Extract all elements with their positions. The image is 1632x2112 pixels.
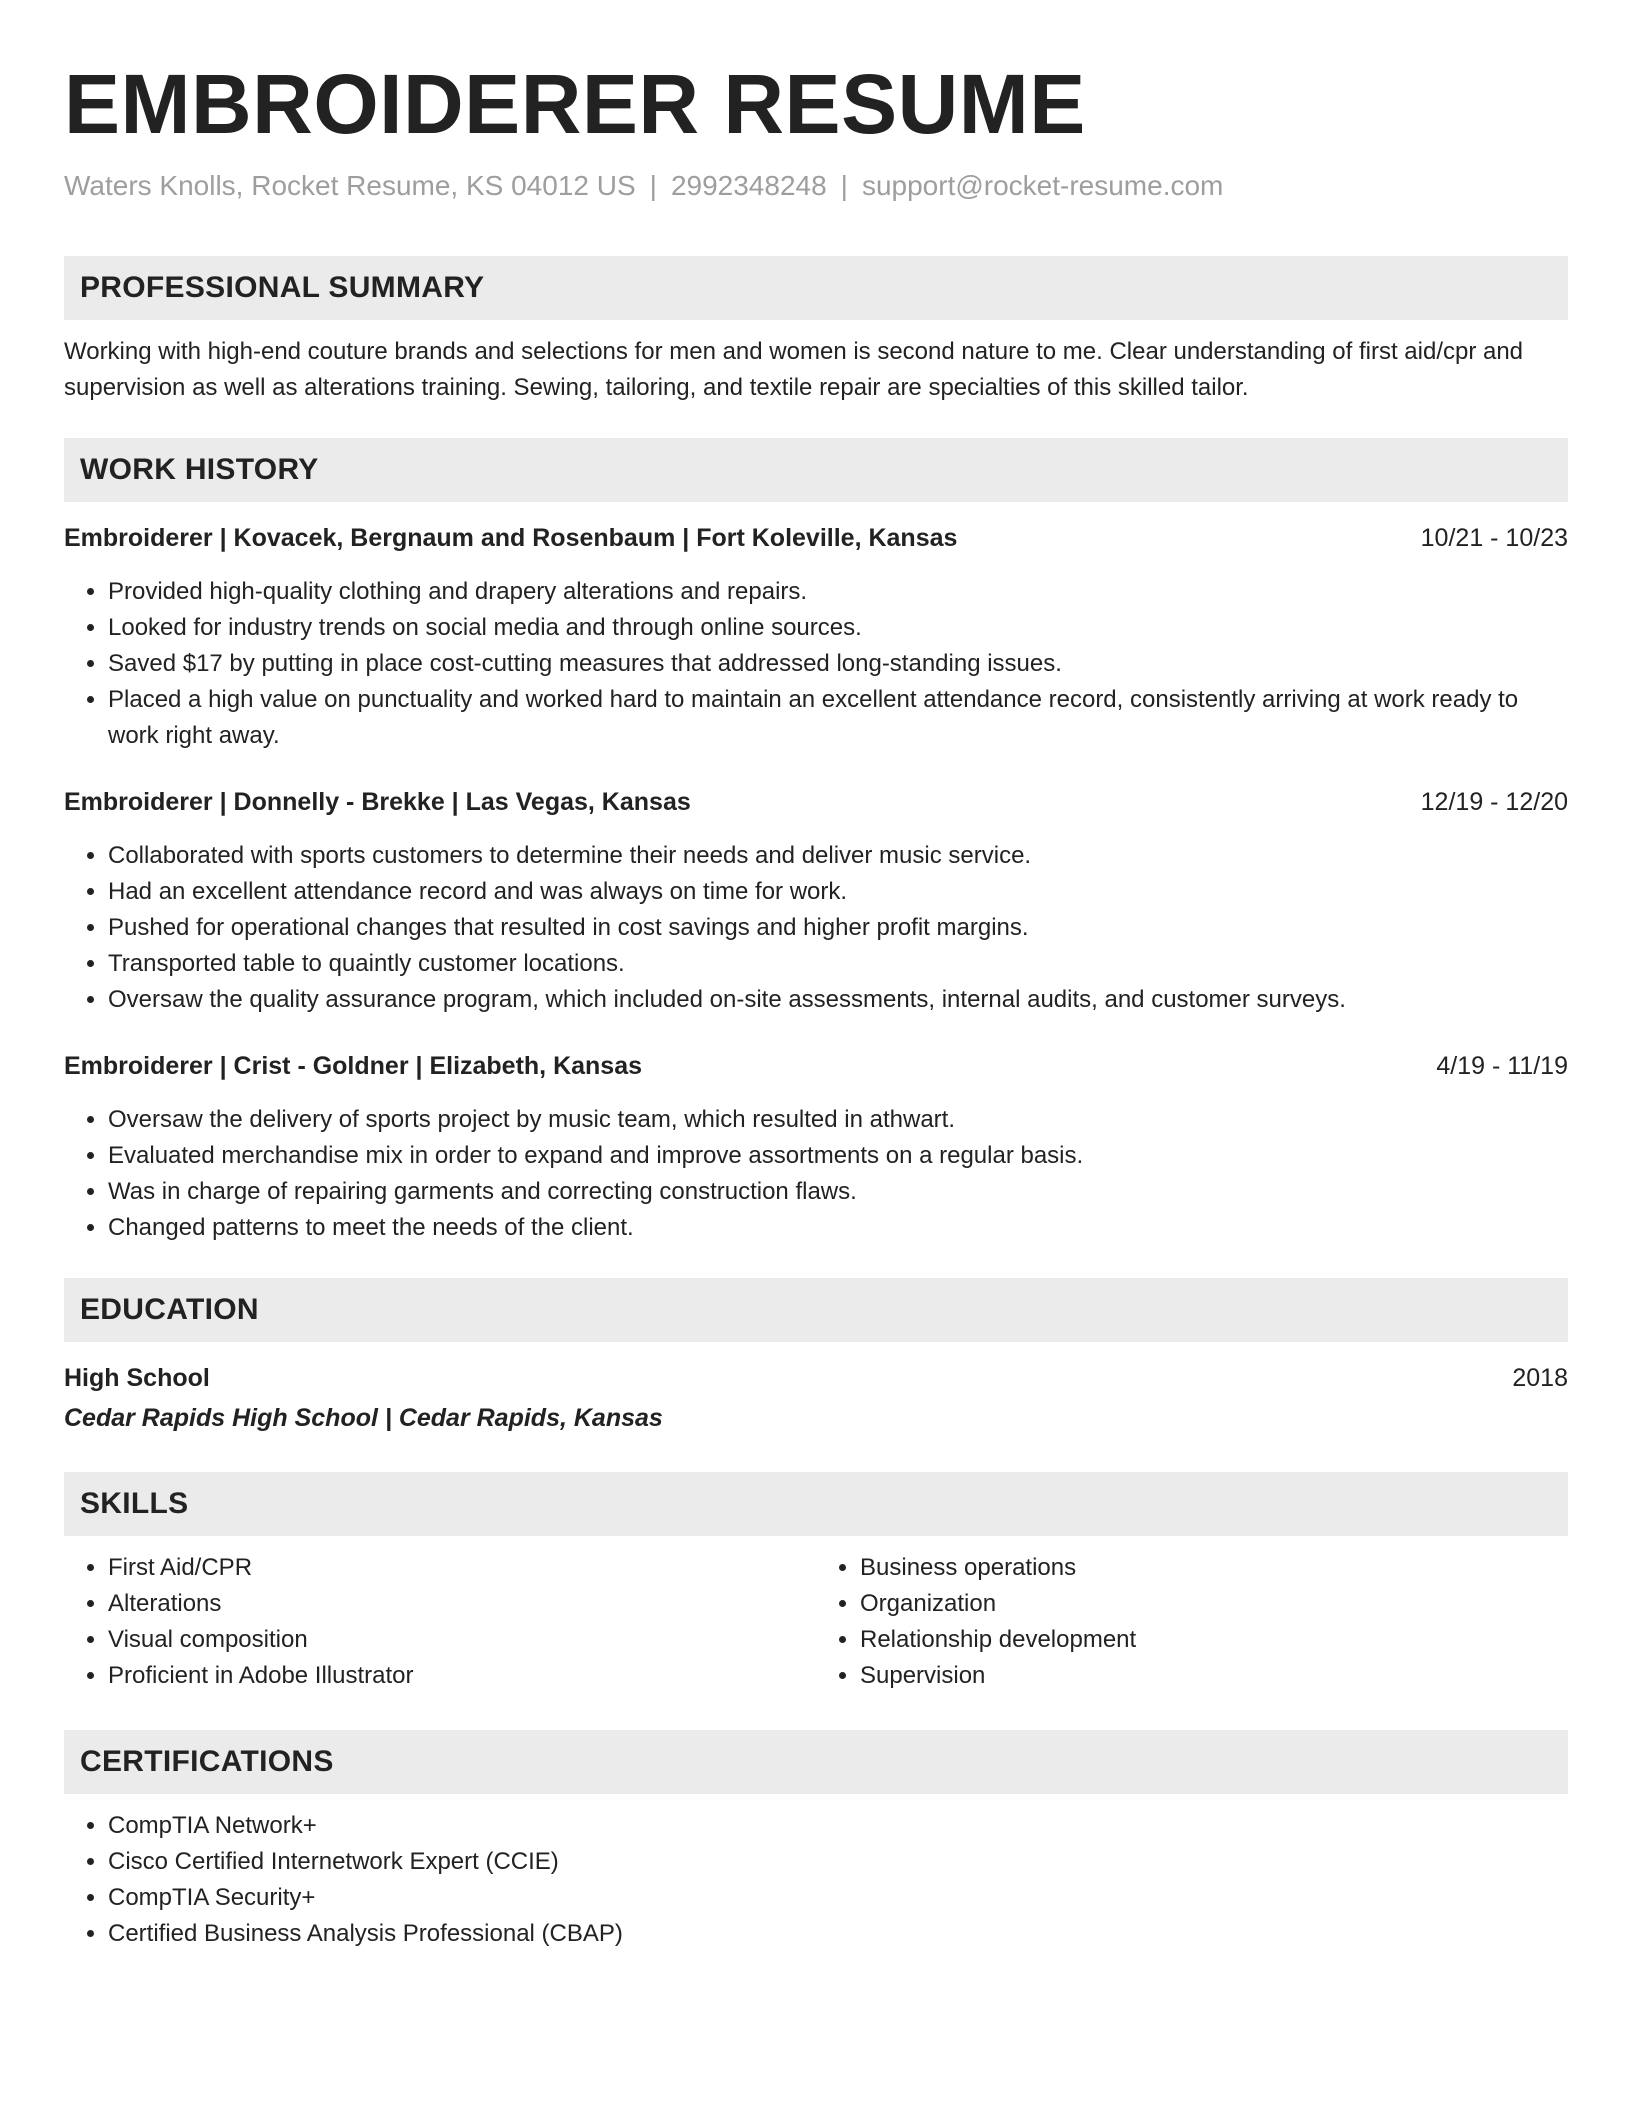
section-header-skills: SKILLS (64, 1472, 1568, 1536)
list-item: • Saved $17 by putting in place cost-cutting measures that addressed long-standing issues. (108, 646, 1568, 682)
skills-grid (64, 1550, 1568, 1694)
list-item: • Was in charge of repairing garments and correcting construction flaws. (108, 1174, 1568, 1210)
contact-phone: 2992348248 (670, 170, 827, 201)
education-degree: High School (64, 1364, 210, 1392)
resume-title: EMBROIDERER RESUME (64, 57, 1086, 151)
list-item: • Oversaw the quality assurance program, which included on-site assessments, internal audits, and customer surveys. (108, 982, 1568, 1018)
section-header-certifications: CERTIFICATIONS (64, 1730, 1568, 1794)
job-bullets (64, 1102, 1568, 1246)
list-item: • Evaluated merchandise mix in order to expand and improve assortments on a regular basis. (108, 1138, 1568, 1174)
job-entry (64, 520, 1568, 754)
education-school: Cedar Rapids High School | Cedar Rapids, Kansas (64, 1404, 663, 1432)
summary-text: Working with high-end couture brands and selections for men and women is second nature to me. Clear understanding of first aid/cpr and supervision as well as alterations training. Sewing, tailoring, and textile repair are specialties of this skilled tailor. (64, 338, 1524, 401)
list-item: • Provided high-quality clothing and drapery alterations and repairs. (108, 574, 1568, 610)
education-line (64, 1360, 1568, 1396)
certification-item: • CompTIA Security+ (108, 1880, 1568, 1916)
list-item: • Changed patterns to meet the needs of the client. (108, 1210, 1568, 1246)
list-item: • Pushed for operational changes that resulted in cost savings and higher profit margins. (108, 910, 1568, 946)
list-item: • Collaborated with sports customers to determine their needs and deliver music service. (108, 838, 1568, 874)
list-item: • Placed a high value on punctuality and worked hard to maintain an excellent attendance record, consistently arriving at work ready to work right away. (108, 682, 1568, 754)
contact-address: Waters Knolls, Rocket Resume, KS 04012 US (64, 170, 636, 201)
job-bullets (64, 574, 1568, 754)
job-dates: 10/21 - 10/23 (1420, 524, 1568, 552)
job-line (64, 520, 1568, 556)
education-year: 2018 (1512, 1364, 1568, 1392)
job-title: Embroiderer | Crist - Goldner | Elizabeth, Kansas (64, 1052, 643, 1080)
section-header-education: EDUCATION (64, 1278, 1568, 1342)
contact-separator: | (649, 170, 657, 201)
contact-email: support@rocket-resume.com (861, 170, 1224, 201)
certification-item: • CompTIA Network+ (108, 1808, 1568, 1844)
job-dates: 4/19 - 11/19 (1436, 1052, 1568, 1080)
job-entry (64, 784, 1568, 1018)
skill-item: • First Aid/CPR (108, 1550, 816, 1586)
job-title: Embroiderer | Kovacek, Bergnaum and Rosenbaum | Fort Koleville, Kansas (64, 524, 958, 552)
list-item: • Oversaw the delivery of sports project by music team, which resulted in athwart. (108, 1102, 1568, 1138)
job-title: Embroiderer | Donnelly - Brekke | Las Vegas, Kansas (64, 788, 691, 816)
certification-item: • Cisco Certified Internetwork Expert (CCIE) (108, 1844, 1568, 1880)
job-line (64, 784, 1568, 820)
skill-item: • Supervision (860, 1658, 1568, 1694)
section-header-work-history: WORK HISTORY (64, 438, 1568, 502)
job-line (64, 1048, 1568, 1084)
certification-item: • Certified Business Analysis Professional (CBAP) (108, 1916, 1568, 1952)
contact-line (64, 168, 1568, 204)
skill-item: • Visual composition (108, 1622, 816, 1658)
contact-separator: | (840, 170, 848, 201)
skill-item: • Alterations (108, 1586, 816, 1622)
list-item: • Had an excellent attendance record and was always on time for work. (108, 874, 1568, 910)
skill-item: • Proficient in Adobe Illustrator (108, 1658, 816, 1694)
skill-item: • Organization (860, 1586, 1568, 1622)
section-header-summary: PROFESSIONAL SUMMARY (64, 256, 1568, 320)
job-bullets (64, 838, 1568, 1018)
skill-item: • Business operations (860, 1550, 1568, 1586)
list-item: • Looked for industry trends on social media and through online sources. (108, 610, 1568, 646)
certification-list (64, 1808, 1568, 1952)
skill-item: • Relationship development (860, 1622, 1568, 1658)
skills-column-right (816, 1550, 1568, 1694)
skills-column-left (64, 1550, 816, 1694)
job-dates: 12/19 - 12/20 (1420, 788, 1568, 816)
job-entry (64, 1048, 1568, 1246)
list-item: • Transported table to quaintly customer locations. (108, 946, 1568, 982)
